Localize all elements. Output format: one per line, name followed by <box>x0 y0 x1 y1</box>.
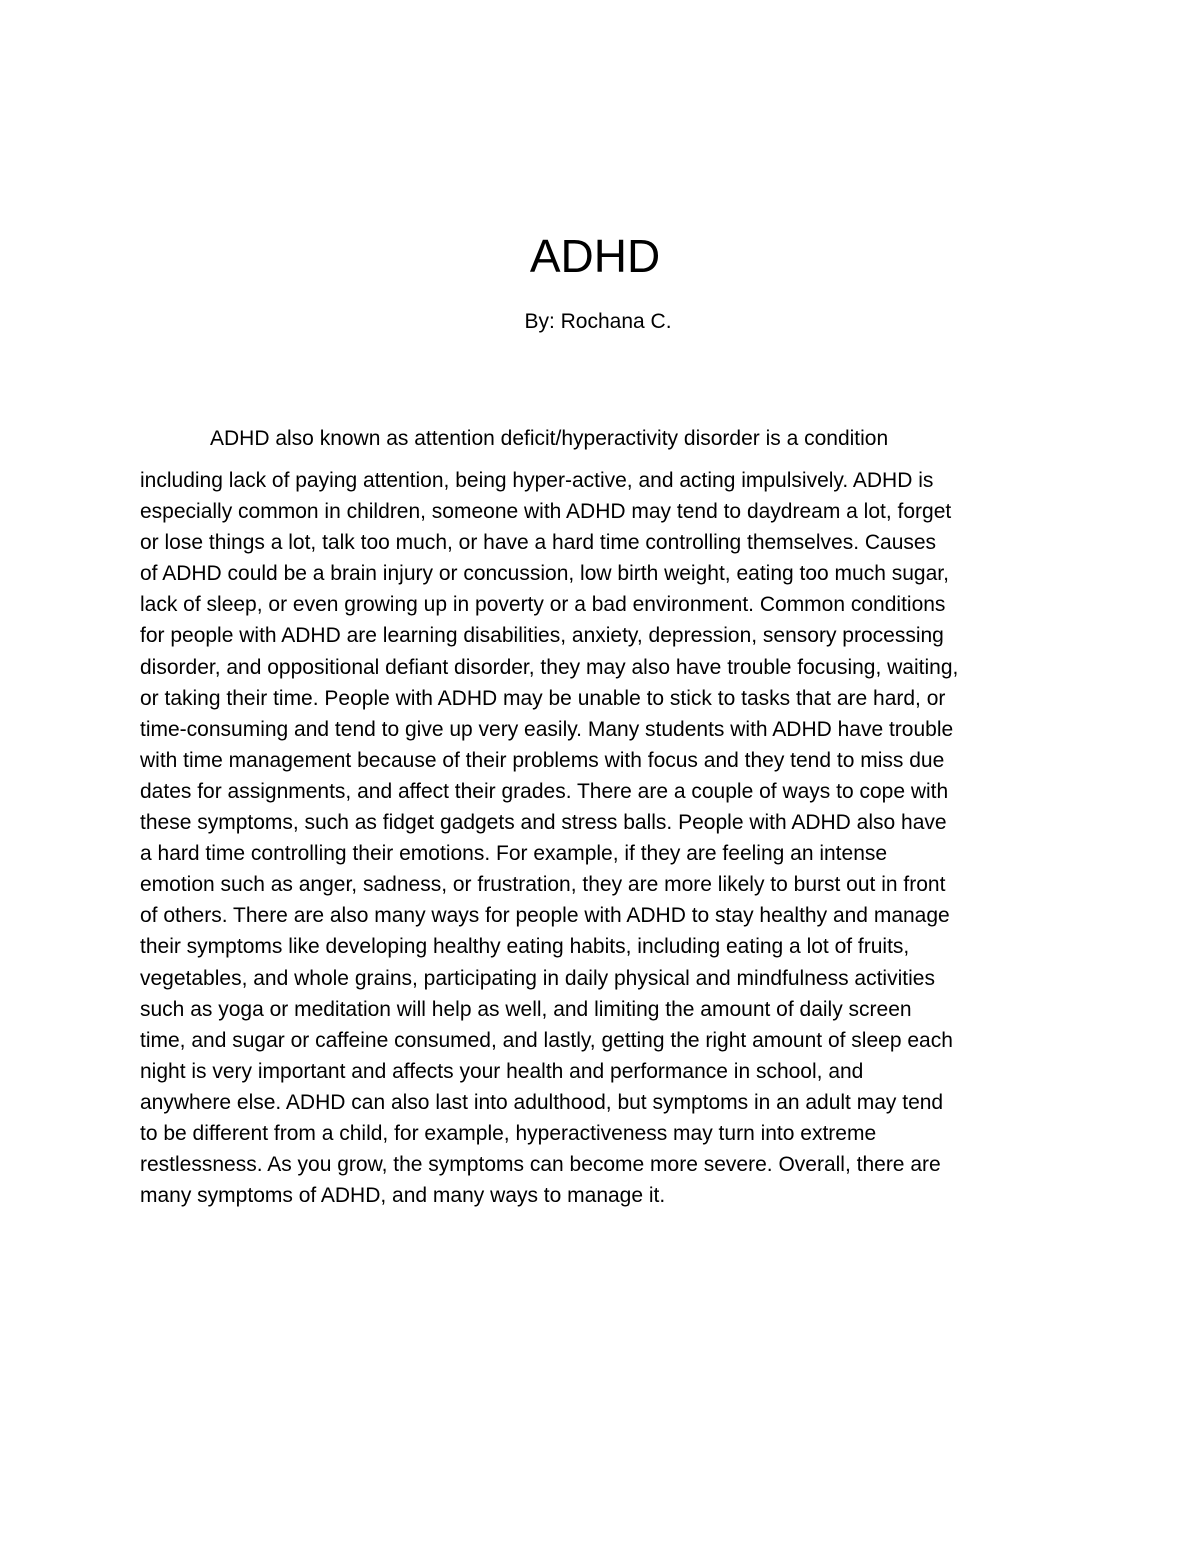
essay-line: with time management because of their problems with focus and they tend to miss due <box>140 748 945 772</box>
essay-line: anywhere else. ADHD can also last into adulthood, but symptoms in an adult may tend <box>140 1090 944 1114</box>
essay-line: dates for assignments, and affect their grades. There are a couple of ways to cope with <box>140 779 949 803</box>
document-byline: By: Rochana C. <box>524 310 672 333</box>
essay-line: time-consuming and tend to give up very easily. Many students with ADHD have trouble <box>140 717 954 741</box>
essay-line: time, and sugar or caffeine consumed, and lastly, getting the right amount of sleep each <box>140 1028 953 1052</box>
essay-line: including lack of paying attention, being hyper-active, and acting impulsively. ADHD is <box>140 469 934 492</box>
essay-line: lack of sleep, or even growing up in poverty or a bad environment. Common conditions <box>140 593 946 617</box>
essay-line: to be different from a child, for example, hyperactiveness may turn into extreme <box>140 1121 877 1145</box>
document-title: ADHD <box>529 230 661 282</box>
essay-line: or taking their time. People with ADHD may be unable to stick to tasks that are hard, or <box>140 686 946 710</box>
essay-line: restlessness. As you grow, the symptoms can become more severe. Overall, there are <box>140 1153 941 1177</box>
essay-line: such as yoga or meditation will help as well, and limiting the amount of daily screen <box>140 997 912 1021</box>
essay-line: night is very important and affects your health and performance in school, and <box>140 1059 864 1083</box>
essay-body <box>140 425 1070 1211</box>
essay-line: ADHD also known as attention deficit/hyperactivity disorder is a condition <box>210 427 889 450</box>
essay-line: of ADHD could be a brain injury or concussion, low birth weight, eating too much sugar, <box>140 562 949 586</box>
essay-line: of others. There are also many ways for people with ADHD to stay healthy and manage <box>140 904 950 928</box>
essay-line: their symptoms like developing healthy eating habits, including eating a lot of fruits, <box>140 935 910 959</box>
essay-line: many symptoms of ADHD, and many ways to manage it. <box>140 1184 666 1208</box>
essay-line: or lose things a lot, talk too much, or have a hard time controlling themselves. Causes <box>140 531 937 555</box>
essay-line: for people with ADHD are learning disabilities, anxiety, depression, sensory processing <box>140 624 944 648</box>
essay-line: disorder, and oppositional defiant disorder, they may also have trouble focusing, waiting, <box>140 655 959 679</box>
essay-line: a hard time controlling their emotions. For example, if they are feeling an intense <box>140 842 888 866</box>
essay-line: emotion such as anger, sadness, or frustration, they are more likely to burst out in front <box>140 873 946 897</box>
essay-line: especially common in children, someone with ADHD may tend to daydream a lot, forget <box>140 500 952 524</box>
essay-line: these symptoms, such as fidget gadgets and stress balls. People with ADHD also have <box>140 811 947 835</box>
essay-line: vegetables, and whole grains, participating in daily physical and mindfulness activities <box>140 966 935 990</box>
